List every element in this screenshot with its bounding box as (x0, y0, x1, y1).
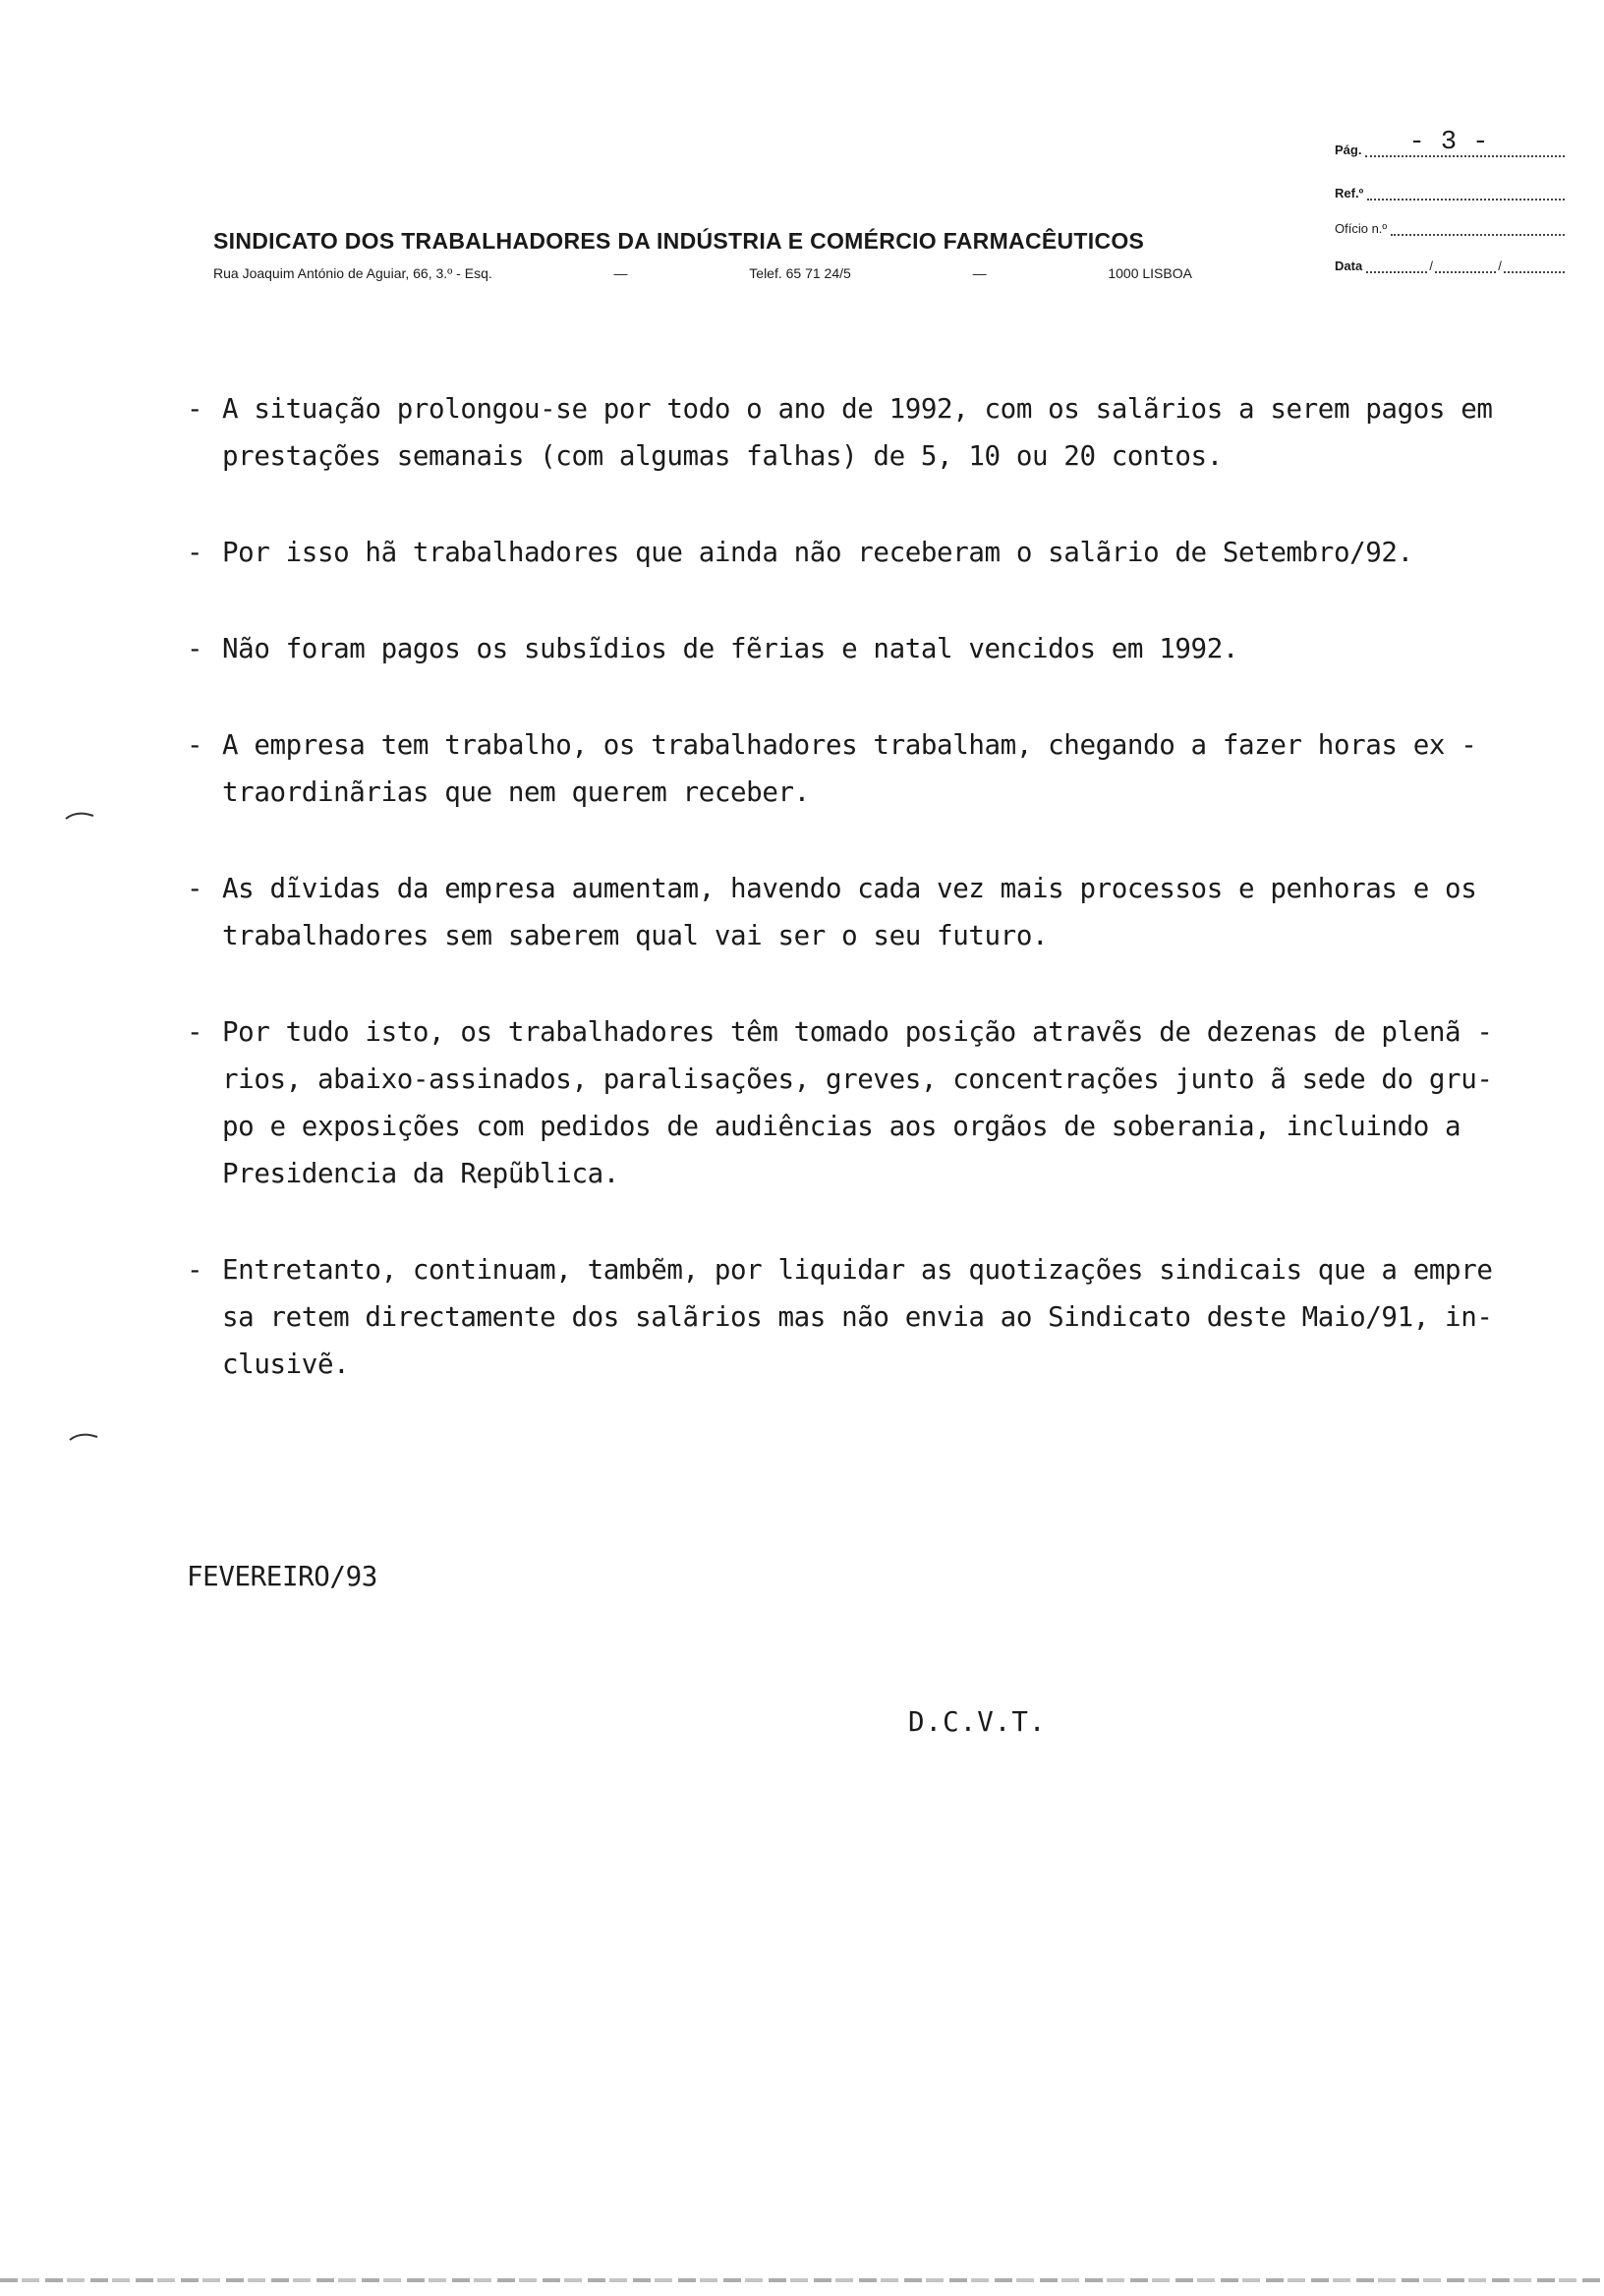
bullet-dash: - (187, 1254, 203, 1286)
page-number-row (1335, 128, 1565, 157)
city: 1000 LISBOA (1108, 265, 1192, 281)
text-line: traordinãrias que nem querem receber. (222, 776, 810, 808)
text-line: po e exposições com pedidos de audiências aos orgãos de soberania, incluindo a (222, 1111, 1461, 1142)
date-slash-2: / (1498, 258, 1502, 273)
union-name: SINDICATO DOS TRABALHADORES DA INDÚSTRIA E COMÉRCIO FARMACÊUTICOS (213, 228, 1145, 254)
date-year-field (1504, 258, 1565, 273)
text-line: A empresa tem trabalho, os trabalhadores trabalham, chegando a fazer horas ex - (222, 729, 1477, 761)
date-row (1335, 244, 1565, 273)
bullet-dash: - (187, 873, 203, 904)
date-day-field (1366, 258, 1427, 273)
text-line: Por tudo isto, os trabalhadores têm tomado posição atravẽs de dezenas de plenã - (222, 1016, 1493, 1048)
list-item (187, 1246, 1563, 1388)
bullet-dash: - (187, 633, 203, 664)
street-address: Rua Joaquim António de Aguiar, 66, 3.º - Esq. (213, 265, 492, 281)
text-line: As dĩvidas da empresa aumentam, havendo cada vez mais processos e penhoras e os (222, 873, 1477, 904)
text-line: trabalhadores sem saberem qual vai ser o seu futuro. (222, 920, 1049, 951)
date-label: Data (1335, 258, 1363, 273)
bullet-dash: - (187, 1016, 203, 1048)
text-line: Por isso hã trabalhadores que ainda não receberam o salãrio de Setembro/92. (222, 537, 1413, 568)
page-number-field (1365, 128, 1565, 157)
text-line: Não foram pagos os subsĩdios de fẽrias e natal vencidos em 1992. (222, 633, 1239, 664)
list-item (187, 529, 1563, 576)
text-line: A situação prolongou-se por todo o ano de 1992, com os salãrios a serem pagos em (222, 393, 1493, 425)
text-line: prestações semanais (com algumas falhas) de 5, 10 ou 20 contos. (222, 440, 1223, 472)
phone-number: Telef. 65 71 24/5 (749, 265, 851, 281)
ref-row (1335, 171, 1565, 201)
text-line: rios, abaixo-assinados, paralisações, greves, concentrações junto ã sede do gru- (222, 1063, 1493, 1095)
union-address-line (213, 265, 1192, 281)
text-line: Entretanto, continuam, tambẽm, por liquidar as quotizações sindicais que a empre (222, 1254, 1493, 1286)
date-month-field (1435, 258, 1496, 273)
body-text (187, 385, 1563, 1388)
text-line: Presidencia da Repũblica. (222, 1158, 619, 1189)
list-item (187, 385, 1563, 480)
oficio-row (1335, 206, 1565, 236)
punch-hole-mark (65, 810, 94, 820)
ref-field (1367, 185, 1565, 201)
bullet-dash: - (187, 729, 203, 761)
list-item (187, 865, 1563, 959)
ref-label: Ref.º (1335, 186, 1364, 201)
separator-1: — (613, 265, 628, 281)
signature: D.C.V.T. (908, 1706, 1047, 1738)
separator-2: — (972, 265, 987, 281)
bullet-dash: - (187, 393, 203, 425)
list-item (187, 1008, 1563, 1197)
date-slash-1: / (1429, 258, 1433, 273)
document-date: FEVEREIRO/93 (187, 1561, 377, 1592)
list-item (187, 625, 1563, 672)
punch-hole-mark (69, 1431, 98, 1441)
page-label: Pág. (1335, 143, 1362, 157)
oficio-field (1391, 220, 1565, 236)
bullet-dash: - (187, 537, 203, 568)
text-line: sa retem directamente dos salãrios mas não envia ao Sindicato deste Maio/91, in- (222, 1301, 1493, 1333)
page-number-value: - 3 - (1408, 128, 1489, 157)
scan-bottom-edge (0, 2278, 1604, 2282)
text-line: clusivẽ. (222, 1349, 350, 1380)
list-item (187, 721, 1563, 816)
oficio-label: Ofício n.º (1335, 221, 1388, 236)
